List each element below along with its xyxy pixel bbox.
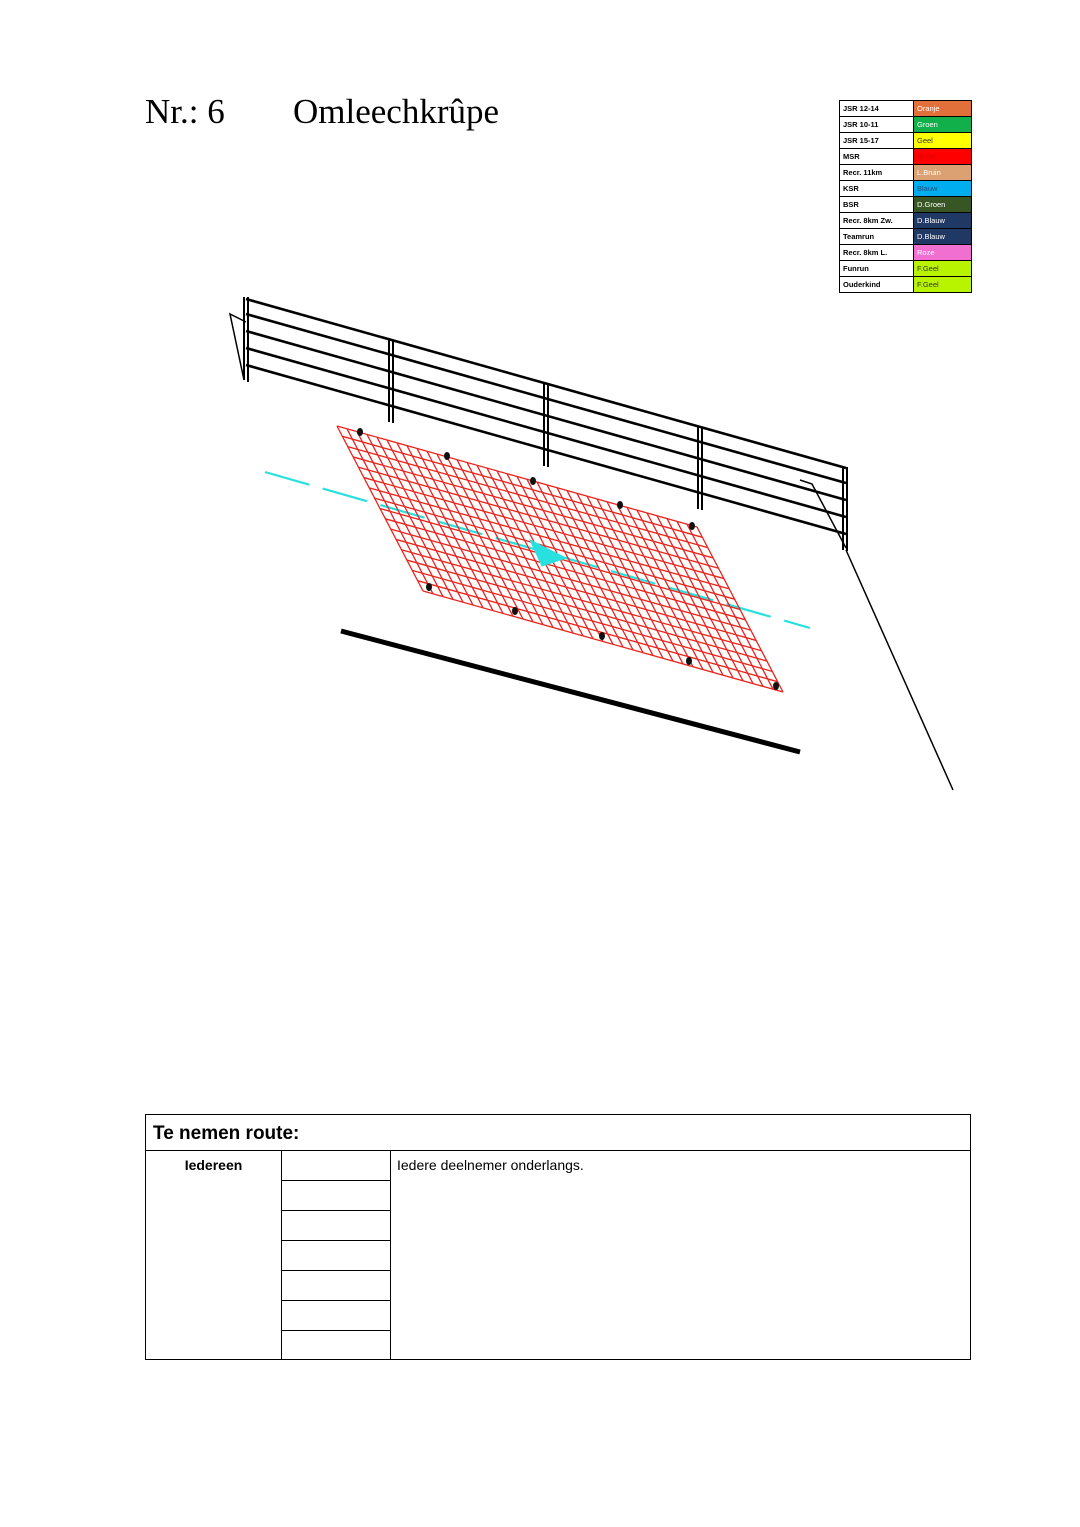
legend-color: Geel: [914, 133, 972, 149]
route-slot: [282, 1271, 390, 1301]
legend-category: JSR 15-17: [840, 133, 914, 149]
legend-category: Recr. 8km L.: [840, 245, 914, 261]
legend-category: Teamrun: [840, 229, 914, 245]
legend-color: Roze: [914, 245, 972, 261]
legend-category: Funrun: [840, 261, 914, 277]
legend-color: F.Geel: [914, 277, 972, 293]
route-who: Iedereen: [146, 1151, 282, 1359]
legend-color: Oranje: [914, 101, 972, 117]
legend-color: Blauw: [914, 181, 972, 197]
fence: [230, 297, 953, 790]
legend-category: JSR 10-11: [840, 117, 914, 133]
route-slot: [282, 1151, 390, 1181]
obstacle-number: Nr.: 6: [145, 92, 225, 131]
route-slot: [282, 1241, 390, 1271]
route-slot: [282, 1181, 390, 1211]
legend-category: Recr. 11km: [840, 165, 914, 181]
legend-color: Groen: [914, 117, 972, 133]
legend-color: D.Blauw: [914, 229, 972, 245]
ground-line: [341, 631, 800, 752]
route-slot: [282, 1211, 390, 1241]
legend-category: KSR: [840, 181, 914, 197]
route-title: Te nemen route:: [146, 1115, 970, 1151]
legend-category: Ouderkind: [840, 277, 914, 293]
legend-color: L.Bruin: [914, 165, 972, 181]
legend-color: Rood: [914, 149, 972, 165]
obstacle-title: Omleechkrûpe: [293, 92, 500, 131]
route-slot: [282, 1331, 390, 1361]
legend-category: JSR 12-14: [840, 101, 914, 117]
legend-category: Recr. 8km Zw.: [840, 213, 914, 229]
route-table: [145, 1114, 971, 1360]
route-description: Iedere deelnemer onderlangs.: [397, 1157, 584, 1173]
legend-color: D.Blauw: [914, 213, 972, 229]
legend-color: F.Geel: [914, 261, 972, 277]
route-slot: [282, 1301, 390, 1331]
legend-category: BSR: [840, 197, 914, 213]
route-slots: [282, 1151, 391, 1359]
legend-category: MSR: [840, 149, 914, 165]
legend-color: D.Groen: [914, 197, 972, 213]
